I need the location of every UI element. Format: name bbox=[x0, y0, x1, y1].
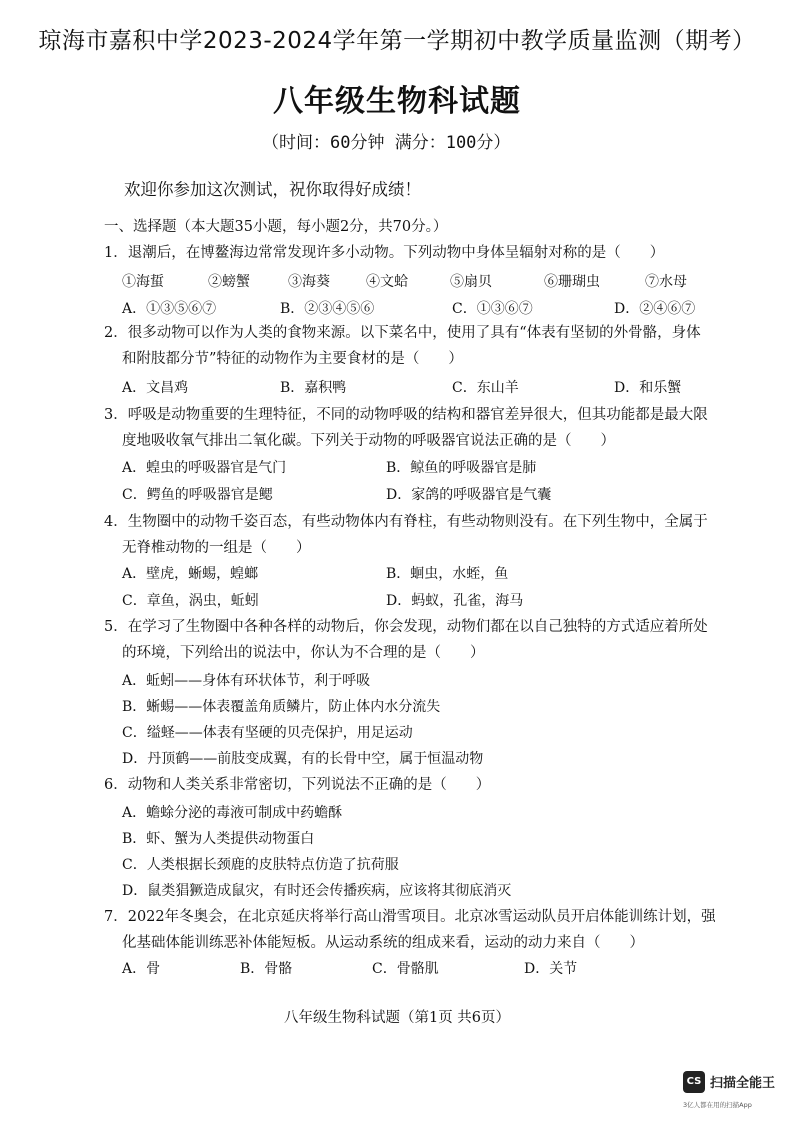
camscanner-logo-icon: CS bbox=[683, 1071, 705, 1093]
question-1-item: ⑤扇贝 bbox=[450, 274, 492, 290]
school-exam-line: 琼海市嘉积中学2023-2024学年第一学期初中教学质量监测（期考） bbox=[38, 28, 756, 54]
page-title: 八年级生物科试题 bbox=[273, 84, 521, 119]
question-4-option-c: C．章鱼，涡虫，蚯蚓 bbox=[122, 593, 259, 609]
question-4-stem-cont: 无脊椎动物的一组是（ ） bbox=[122, 540, 311, 556]
section-heading: 一、选择题（本大题35小题，每小题2分，共70分。） bbox=[104, 219, 448, 235]
question-5-option-a: A．蚯蚓——身体有环状体节，利于呼吸 bbox=[122, 673, 371, 689]
question-2-option-d: D．和乐蟹 bbox=[614, 380, 682, 396]
question-3-stem: 3．呼吸是动物重要的生理特征，不同的动物呼吸的结构和器官差异很大，但其功能都是最大限 bbox=[104, 407, 708, 423]
question-6-option-c: C．人类根据长颈鹿的皮肤特点仿造了抗荷服 bbox=[122, 857, 399, 873]
question-5-option-c: C．缢蛏——体表有坚硬的贝壳保护，用足运动 bbox=[122, 725, 413, 741]
question-1-item: ⑦水母 bbox=[645, 274, 687, 290]
question-2-option-c: C．东山羊 bbox=[452, 380, 519, 396]
question-1-option-b: B．②③④⑤⑥ bbox=[280, 301, 375, 317]
time-info: （时间：60分钟 满分：100分） bbox=[262, 133, 511, 153]
question-3-option-b: B．鲸鱼的呼吸器官是肺 bbox=[386, 460, 537, 476]
question-4-option-a: A．壁虎，蜥蜴，蝗螂 bbox=[122, 566, 259, 582]
question-1-option-d: D．②④⑥⑦ bbox=[614, 301, 696, 317]
question-7-stem-cont: 化基础体能训练恶补体能短板。从运动系统的组成来看，运动的动力来自（ ） bbox=[122, 935, 644, 951]
question-6-option-b: B．虾、蟹为人类提供动物蛋白 bbox=[122, 831, 315, 847]
scanner-app-name: 扫描全能王 bbox=[710, 1076, 776, 1091]
question-1-item: ⑥珊瑚虫 bbox=[544, 274, 600, 290]
question-3-stem-cont: 度地吸收氧气排出二氧化碳。下列关于动物的呼吸器官说法正确的是（ ） bbox=[122, 433, 615, 449]
question-1-option-a: A．①③⑤⑥⑦ bbox=[122, 301, 217, 317]
question-3-option-d: D．家鸽的呼吸器官是气囊 bbox=[386, 487, 552, 503]
question-5-option-b: B．蜥蜴——体表覆盖角质鳞片，防止体内水分流失 bbox=[122, 699, 441, 715]
question-1-item: ④文蛤 bbox=[366, 274, 408, 290]
question-7-stem: 7．2022年冬奥会，在北京延庆将举行高山滑雪项目。北京冰雪运动队员开启体能训练计划，强 bbox=[104, 909, 716, 925]
question-4-option-d: D．蚂蚁，孔雀，海马 bbox=[386, 593, 524, 609]
question-7-option-d: D．关节 bbox=[524, 961, 578, 977]
question-6-stem: 6．动物和人类关系非常密切，下列说法不正确的是（ ） bbox=[104, 777, 491, 793]
question-5-option-d: D．丹顶鹤——前肢变成翼，有的长骨中空，属于恒温动物 bbox=[122, 751, 484, 767]
scanner-tagline: 3亿人都在用的扫描App bbox=[683, 1101, 752, 1109]
question-7-option-b: B．骨骼 bbox=[240, 961, 293, 977]
question-3-option-c: C．鳄鱼的呼吸器官是鳃 bbox=[122, 487, 273, 503]
question-1-item: ①海蜇 bbox=[122, 274, 164, 290]
question-7-option-c: C．骨骼肌 bbox=[372, 961, 439, 977]
question-2-stem: 2．很多动物可以作为人类的食物来源。以下菜名中，使用了具有“体表有坚韧的外骨骼，身体 bbox=[104, 325, 701, 341]
question-1-item: ③海葵 bbox=[288, 274, 330, 290]
question-6-option-d: D．鼠类猖獗造成鼠灾，有时还会传播疾病，应该将其彻底消灭 bbox=[122, 883, 512, 899]
question-1-option-c: C．①③⑥⑦ bbox=[452, 301, 533, 317]
question-1-item: ②螃蟹 bbox=[208, 274, 250, 290]
welcome-text: 欢迎你参加这次测试，祝你取得好成绩！ bbox=[124, 180, 421, 199]
question-2-stem-cont: 和附肢都分节”特征的动物作为主要食材的是（ ） bbox=[122, 351, 463, 367]
question-5-stem: 5．在学习了生物圈中各种各样的动物后，你会发现，动物们都在以自己独特的方式适应着所处 bbox=[104, 619, 708, 635]
question-4-option-b: B．蛔虫，水蛭，鱼 bbox=[386, 566, 509, 582]
page-footer: 八年级生物科试题（第1页 共6页） bbox=[283, 1010, 511, 1026]
question-5-stem-cont: 的环境，下列给出的说法中，你认为不合理的是（ ） bbox=[122, 645, 485, 661]
question-2-option-b: B．嘉积鸭 bbox=[280, 380, 347, 396]
question-2-option-a: A．文昌鸡 bbox=[122, 380, 189, 396]
question-6-option-a: A．蟾蜍分泌的毒液可制成中药蟾酥 bbox=[122, 805, 343, 821]
question-7-option-a: A．骨 bbox=[122, 961, 161, 977]
question-1-stem: 1．退潮后，在博鳌海边常常发现许多小动物。下列动物中身体呈辐射对称的是（ ） bbox=[104, 245, 665, 261]
question-3-option-a: A．蝗虫的呼吸器官是气门 bbox=[122, 460, 287, 476]
question-4-stem: 4．生物圈中的动物千姿百态，有些动物体内有脊柱，有些动物则没有。在下列生物中，全属于 bbox=[104, 514, 708, 530]
